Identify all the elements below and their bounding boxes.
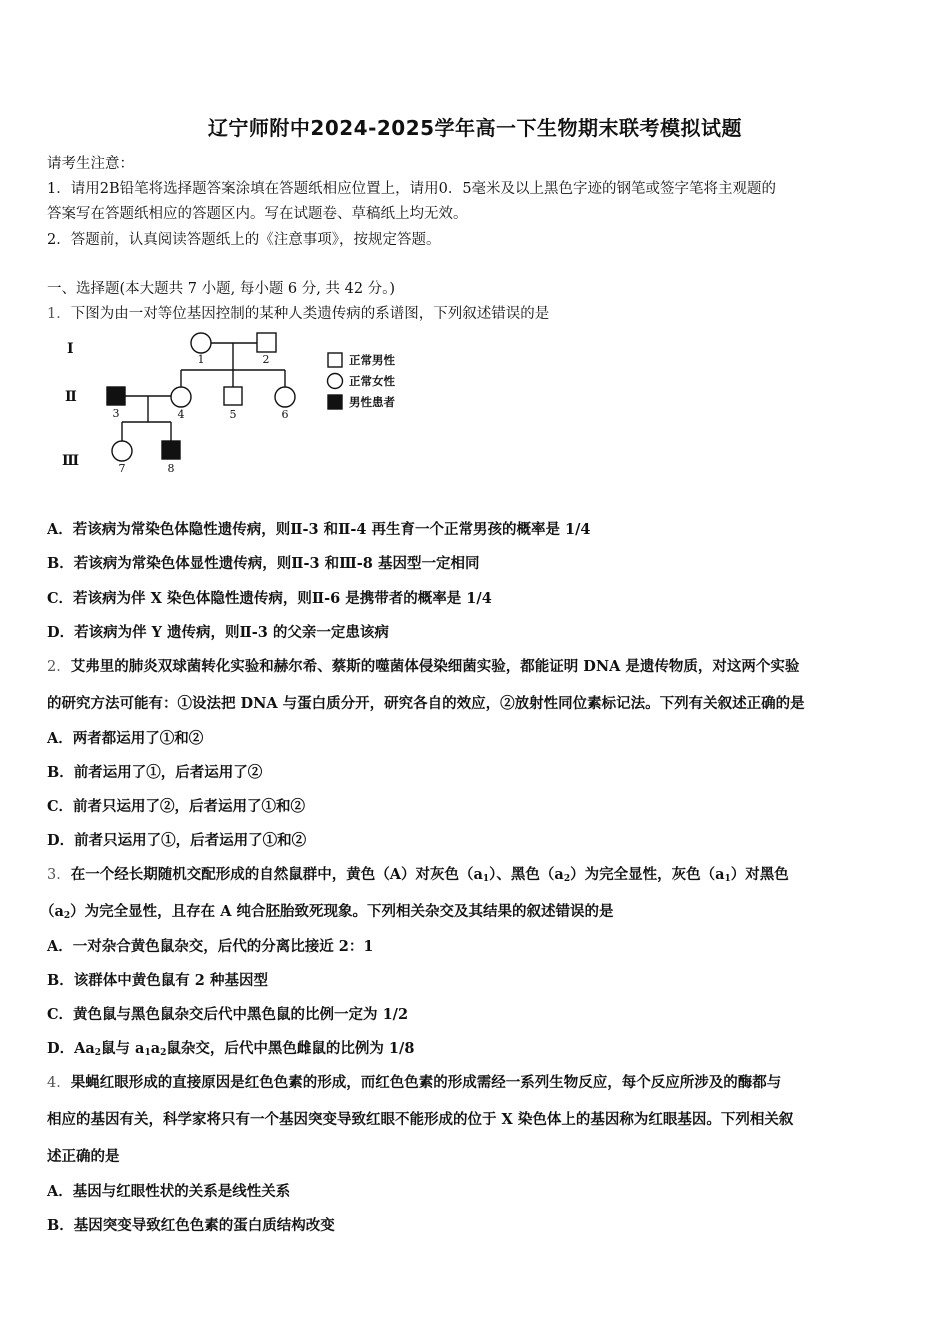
member-2-normal-male: [257, 333, 276, 352]
question-text: 艾弗里的肺炎双球菌转化实验和赫尔希、蔡斯的噬菌体侵染细菌实验，都能证明 DNA 是遗传物质，对这两个实验: [70, 658, 800, 675]
question-2-option-d[interactable]: D．前者只运用了①，后者运用了①和②: [47, 832, 307, 849]
member-4-normal-female: [171, 387, 191, 407]
generation-label-1: Ⅰ: [67, 341, 74, 357]
section-heading: 一、选择题(本大题共 7 小题, 每小题 6 分, 共 42 分。): [47, 281, 396, 297]
question-3-option-a[interactable]: A．一对杂合黄色鼠杂交，后代的分离比接近 2：1: [47, 938, 374, 955]
question-1-option-c[interactable]: C．若该病为伴 X 染色体隐性遗传病，则Ⅱ-6 是携带者的概率是 1/4: [47, 590, 492, 607]
legend-affected-male-symbol: [328, 395, 342, 409]
member-number: 7: [118, 462, 126, 475]
member-3-affected-male: [107, 387, 125, 405]
member-number: 2: [262, 353, 270, 366]
question-number: 2．: [47, 659, 71, 675]
member-1-normal-female: [191, 333, 211, 353]
question-2-option-a[interactable]: A．两者都运用了①和②: [47, 730, 204, 747]
question-number: 4．: [47, 1075, 71, 1091]
member-number: 3: [112, 407, 120, 420]
question-1-option-a[interactable]: A．若该病为常染色体隐性遗传病，则Ⅱ-3 和Ⅱ-4 再生育一个正常男孩的概率是 1/4: [47, 521, 591, 538]
member-number: 4: [177, 408, 185, 421]
question-text: 果蝇红眼形成的直接原因是红色色素的形成，而红色色素的形成需经一系列生物反应，每个反应所涉及的酶都与: [70, 1074, 782, 1091]
question-1-stem: [47, 302, 549, 323]
question-4-stem: [47, 1071, 781, 1092]
member-7-normal-female: [112, 441, 132, 461]
legend-normal-female-label: 正常女性: [349, 374, 395, 388]
notice-item-1: 1．请用2B铅笔将选择题答案涂填在答题纸相应位置上，请用0．5毫米及以上黑色字迹的钢笔或签字笔将主观题的: [47, 181, 777, 197]
legend-normal-male-label: 正常男性: [349, 353, 395, 367]
question-3-option-d[interactable]: D．$Aa_2$鼠与 $a_1a_2$鼠杂交，后代中黑色雌鼠的比例为 1/8: [47, 1040, 415, 1058]
member-8-affected-male: [162, 441, 180, 459]
question-4-stem-cont: 相应的基因有关，科学家将只有一个基因突变导致红眼不能形成的位于 X 染色体上的基因称为红眼基因。下列相关叙: [47, 1111, 794, 1128]
question-number: 3．: [47, 867, 71, 883]
question-1-option-b[interactable]: B．若该病为常染色体显性遗传病，则Ⅱ-3 和Ⅲ-8 基因型一定相同: [47, 555, 480, 572]
question-4-option-b[interactable]: B．基因突变导致红色色素的蛋白质结构改变: [47, 1217, 335, 1234]
question-3-option-b[interactable]: B．该群体中黄色鼠有 2 种基因型: [47, 972, 268, 989]
member-number: 5: [229, 408, 237, 421]
notice-item-1-cont: 答案写在答题纸相应的答题区内。写在试题卷、草稿纸上均无效。: [47, 206, 468, 222]
question-3-stem-cont: $(a_2)$为完全显性，且存在 A 纯合胚胎致死现象。下列相关杂交及其结果的叙述错误的是: [40, 903, 614, 921]
question-number: 1．: [47, 306, 71, 322]
member-number: 1: [197, 353, 205, 366]
notice-item-2: 2．答题前，认真阅读答题纸上的《注意事项》，按规定答题。: [47, 232, 441, 248]
question-2-stem-cont: 的研究方法可能有：①设法把 DNA 与蛋白质分开，研究各自的效应，②放射性同位素标记法。下列有关叙述正确的是: [47, 695, 805, 712]
notice-heading: 请考生注意：: [47, 156, 134, 172]
question-1-option-d[interactable]: D．若该病为伴 Y 遗传病，则Ⅱ-3 的父亲一定患该病: [47, 624, 389, 641]
question-2-option-b[interactable]: B．前者运用了①，后者运用了②: [47, 764, 263, 781]
legend-normal-male-symbol: [328, 353, 342, 367]
legend-normal-female-symbol: [328, 374, 343, 389]
question-4-option-a[interactable]: A．基因与红眼性状的关系是线性关系: [47, 1183, 291, 1200]
question-3-stem: 3．在一个经长期随机交配形成的自然鼠群中，黄色（A）对灰色$(a_1)$、黑色$(a_2)$为完全显性，灰色$(a_1)$对黑色: [47, 866, 789, 884]
question-text: 下图为由一对等位基因控制的某种人类遗传病的系谱图，下列叙述错误的是: [70, 306, 550, 322]
member-5-normal-male: [224, 387, 242, 405]
generation-label-3: Ⅲ: [62, 453, 80, 469]
member-number: 6: [281, 408, 289, 421]
pedigree-chart: [50, 324, 430, 484]
question-2-stem: [47, 655, 799, 676]
question-4-stem-cont2: 述正确的是: [47, 1148, 120, 1165]
generation-label-2: Ⅱ: [65, 389, 77, 405]
member-6-normal-female: [275, 387, 295, 407]
question-2-option-c[interactable]: C．前者只运用了②，后者运用了①和②: [47, 798, 306, 815]
question-3-option-c[interactable]: C．黄色鼠与黑色鼠杂交后代中黑色鼠的比例一定为 1/2: [47, 1006, 409, 1023]
legend-affected-male-label: 男性患者: [349, 395, 395, 409]
page-title: 辽宁师附中2024-2025学年高一下生物期末联考模拟试题: [207, 116, 743, 140]
member-number: 8: [167, 462, 175, 475]
